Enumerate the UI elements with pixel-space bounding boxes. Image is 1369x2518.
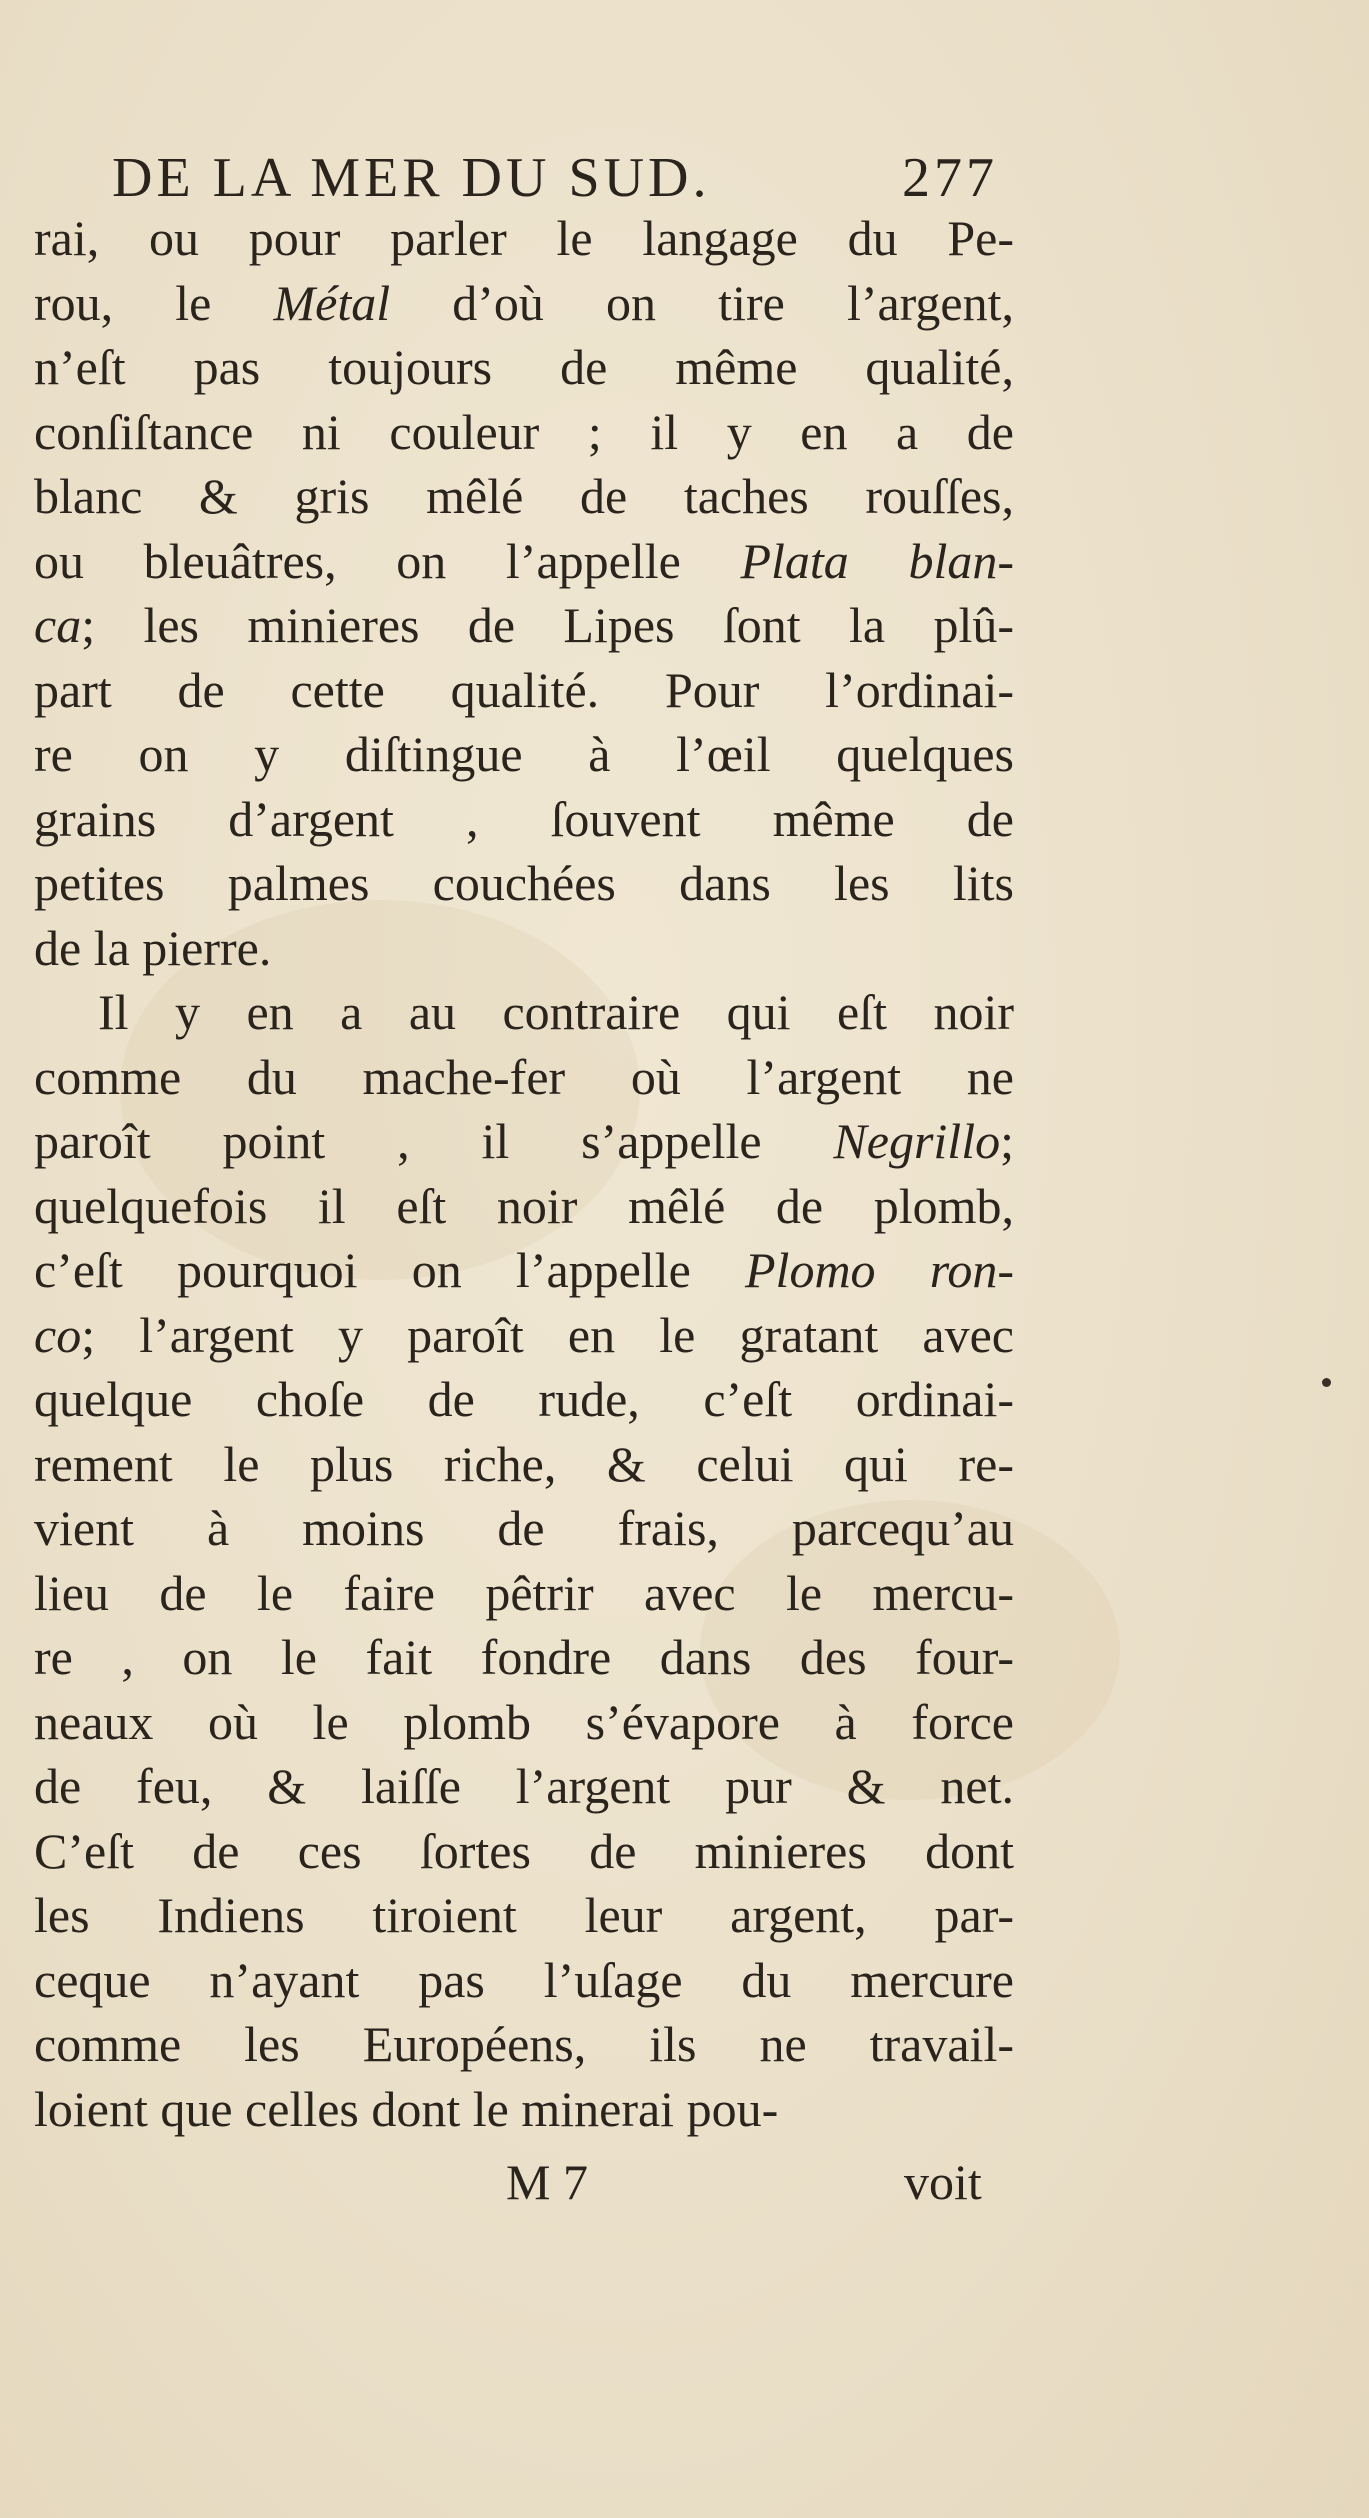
text-line: grains d’argent , ſouvent même de — [34, 790, 1014, 847]
text-line: co; l’argent y paroît en le gratant avec — [34, 1306, 1014, 1363]
text-line: comme du mache-fer où l’argent ne — [34, 1048, 1014, 1105]
text-line: ou bleuâtres, on l’appelle Plata blan- — [34, 532, 1015, 589]
text-line: quelquefois il eſt noir mêlé de plomb, — [34, 1177, 1014, 1234]
text-line: de la pierre. — [34, 919, 272, 976]
text-line: ca; les minieres de Lipes ſont la plû- — [34, 597, 1014, 653]
italic-term: Negrillo — [833, 1113, 1001, 1169]
text-line: rou, le Métal d’où on tire l’argent, — [34, 274, 1015, 331]
text-line: n’eſt pas toujours de même qualité, — [34, 339, 1014, 395]
italic-term: Plomo ron- — [745, 1242, 1014, 1298]
text-line: de feu, & laiſſe l’argent pur & net. — [34, 1758, 1014, 1814]
text-line: blanc & gris mêlé de taches rouſſes, — [34, 468, 1014, 524]
italic-term: co — [34, 1306, 82, 1363]
body-text — [34, 206, 1014, 2141]
italic-term: ca — [34, 597, 82, 653]
italic-term: Plata blan- — [740, 532, 1015, 589]
text-line: conſiſtance ni couleur ; il y en a de — [34, 403, 1014, 460]
text-line: neaux où le plomb s’évapore à force — [34, 1693, 1014, 1750]
italic-term: Métal — [273, 274, 391, 331]
text-line: ceque n’ayant pas l’uſage du mercure — [34, 1951, 1014, 2008]
text-line: paroît point , il s’appelle Negrillo; — [34, 1113, 1014, 1169]
text-line: loient que celles dont le minerai pou- — [34, 2080, 779, 2137]
text-line: c’eſt pourquoi on l’appelle Plomo ron- — [34, 1242, 1014, 1298]
text-line: re , on le fait fondre dans des four- — [34, 1629, 1014, 1685]
catchword: voit — [904, 2154, 982, 2210]
signature-mark: M 7 — [506, 2154, 588, 2210]
text-line: re on y diſtingue à l’œil quelques — [34, 726, 1014, 782]
text-line: petites palmes couchées dans les lits — [34, 855, 1014, 911]
text-line: quelque choſe de rude, c’eſt ordinai- — [34, 1371, 1014, 1427]
running-head-title: DE LA MER DU SUD. — [112, 147, 711, 209]
page-number: 277 — [902, 147, 998, 209]
text-line: rement le plus riche, & celui qui re- — [34, 1435, 1014, 1492]
text-line: lieu de le faire pêtrir avec le mercu- — [34, 1564, 1014, 1621]
text-line: comme les Européens, ils ne travail- — [34, 2016, 1014, 2072]
text-line: Il y en a au contraire qui eſt noir — [98, 984, 1014, 1040]
text-line: C’eſt de ces ſortes de minieres dont — [34, 1822, 1014, 1879]
page-footer — [0, 2150, 1369, 2214]
text-line: vient à moins de frais, parcequ’au — [34, 1500, 1014, 1556]
text-line: part de cette qualité. Pour l’ordinai- — [34, 661, 1014, 718]
text-line: les Indiens tiroient leur argent, par- — [34, 1887, 1014, 1943]
text-line: rai, ou pour parler le langage du Pe- — [34, 210, 1014, 266]
ink-speck — [1322, 1378, 1331, 1387]
